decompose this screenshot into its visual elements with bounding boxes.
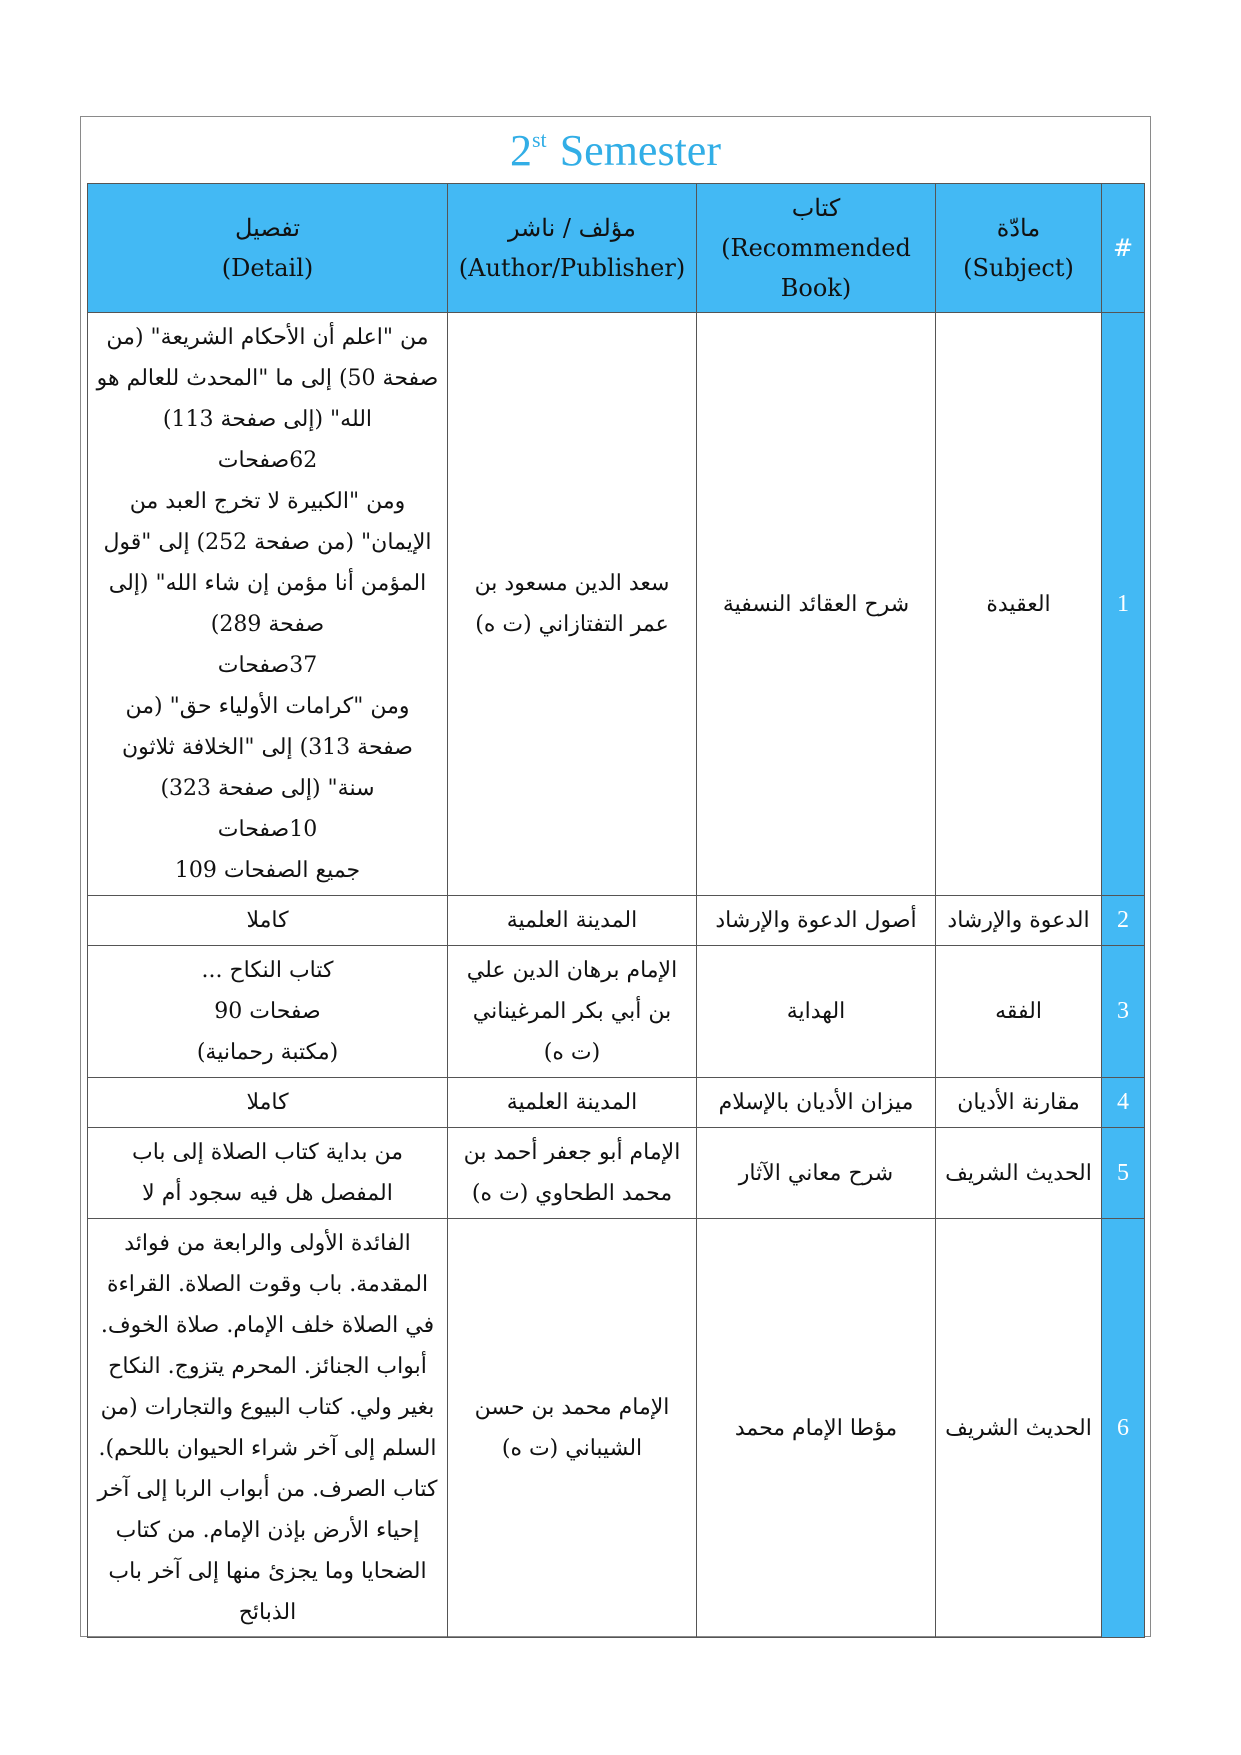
title-ordinal: 2 <box>510 126 532 175</box>
page-frame <box>80 116 1151 1637</box>
row-detail <box>88 946 448 1078</box>
header-detail-en: (Detail) <box>221 254 314 282</box>
detail-line: (مكتبة رحمانية) <box>196 1040 339 1065</box>
detail-line: صفحات 90 <box>214 999 321 1024</box>
row-number: 5 <box>1102 1128 1145 1219</box>
row-author: المدينة العلمية <box>448 896 697 946</box>
header-book-en: (Recommended Book) <box>721 234 911 302</box>
row-subject: العقيدة <box>936 313 1102 896</box>
table-row <box>88 946 1145 1078</box>
detail-line: من بداية كتاب الصلاة إلى باب المفصل هل فيه سجود أم لا <box>132 1140 403 1206</box>
detail-line: الفائدة الأولى والرابعة من فوائد المقدمة. باب وقوت الصلاة. القراءة في الصلاة خلف الإمام. صلاة الخوف. أبواب الجنائز. المحرم يتزوج. النكاح بغير ولي. كتاب البيوع والتجارات (من السلم إلى آخر شراء الحيوان باللحم). كتاب الصرف. من أبواب الربا إلى آخر إحياء الأرض بإذن الإمام. من كتاب الضحايا وما يجزئ منها إلى آخر باب الذبائح <box>97 1231 438 1625</box>
row-author: الإمام محمد بن حسن الشيباني (ت ه) <box>448 1219 697 1638</box>
row-book: الهداية <box>697 946 936 1078</box>
row-book: شرح العقائد النسفية <box>697 313 936 896</box>
row-detail <box>88 1128 448 1219</box>
row-author: المدينة العلمية <box>448 1078 697 1128</box>
page-title <box>81 126 1150 175</box>
header-detail-ar: تفصيل <box>234 214 301 242</box>
detail-line: كاملا <box>246 1090 289 1115</box>
row-number: 3 <box>1102 946 1145 1078</box>
table-header-row <box>88 184 1145 313</box>
row-book: مؤطا الإمام محمد <box>697 1219 936 1638</box>
detail-line: ومن "كرامات الأولياء حق" (من صفحة 313) إلى "الخلافة ثلاثون سنة" (إلى صفحة 323) <box>122 694 413 801</box>
row-detail <box>88 1219 448 1638</box>
row-detail <box>88 313 448 896</box>
title-suffix: st <box>532 127 547 152</box>
row-book: ميزان الأديان بالإسلام <box>697 1078 936 1128</box>
table-row <box>88 313 1145 896</box>
row-author: سعد الدين مسعود بن عمر التفتازاني (ت ه) <box>448 313 697 896</box>
header-author-ar: مؤلف / ناشر <box>507 214 637 242</box>
row-book: أصول الدعوة والإرشاد <box>697 896 936 946</box>
table-row <box>88 1128 1145 1219</box>
header-detail <box>88 184 448 313</box>
row-detail <box>88 1078 448 1128</box>
row-subject: الحديث الشريف <box>936 1128 1102 1219</box>
table-row <box>88 896 1145 946</box>
row-author: الإمام برهان الدين علي بن أبي بكر المرغيناني (ت ه) <box>448 946 697 1078</box>
detail-line: كتاب النكاح ... <box>201 958 334 983</box>
detail-line: جميع الصفحات 109 <box>174 858 361 883</box>
table-row <box>88 1219 1145 1638</box>
header-number <box>1102 184 1145 313</box>
row-number: 4 <box>1102 1078 1145 1128</box>
row-subject: الفقه <box>936 946 1102 1078</box>
detail-line: كاملا <box>246 908 289 933</box>
row-subject: الحديث الشريف <box>936 1219 1102 1638</box>
row-author: الإمام أبو جعفر أحمد بن محمد الطحاوي (ت ه) <box>448 1128 697 1219</box>
syllabus-table <box>87 183 1145 1638</box>
detail-line: 10صفحات <box>217 817 318 842</box>
table-row <box>88 1078 1145 1128</box>
title-text: Semester <box>559 126 721 175</box>
detail-line: 37صفحات <box>217 653 318 678</box>
header-subject-en: (Subject) <box>963 254 1074 282</box>
header-book-ar: كتاب <box>791 194 841 222</box>
header-subject-ar: مادّة <box>996 214 1041 242</box>
row-number: 6 <box>1102 1219 1145 1638</box>
row-subject: مقارنة الأديان <box>936 1078 1102 1128</box>
detail-line: 62صفحات <box>217 448 318 473</box>
row-detail <box>88 896 448 946</box>
header-author-en: (Author/Publisher) <box>458 254 686 282</box>
row-book: شرح معاني الآثار <box>697 1128 936 1219</box>
row-number: 1 <box>1102 313 1145 896</box>
row-subject: الدعوة والإرشاد <box>936 896 1102 946</box>
header-author <box>448 184 697 313</box>
detail-line: من "اعلم أن الأحكام الشريعة" (من صفحة 50) إلى ما "المحدث للعالم هو الله" (إلى صفحة 113) <box>96 325 439 432</box>
header-number-label: # <box>1112 234 1134 262</box>
header-subject <box>936 184 1102 313</box>
row-number: 2 <box>1102 896 1145 946</box>
header-book <box>697 184 936 313</box>
detail-line: ومن "الكبيرة لا تخرج العبد من الإيمان" (من صفحة 252) إلى "قول المؤمن أنا مؤمن إن شاء الله" (إلى صفحة 289) <box>103 489 432 637</box>
